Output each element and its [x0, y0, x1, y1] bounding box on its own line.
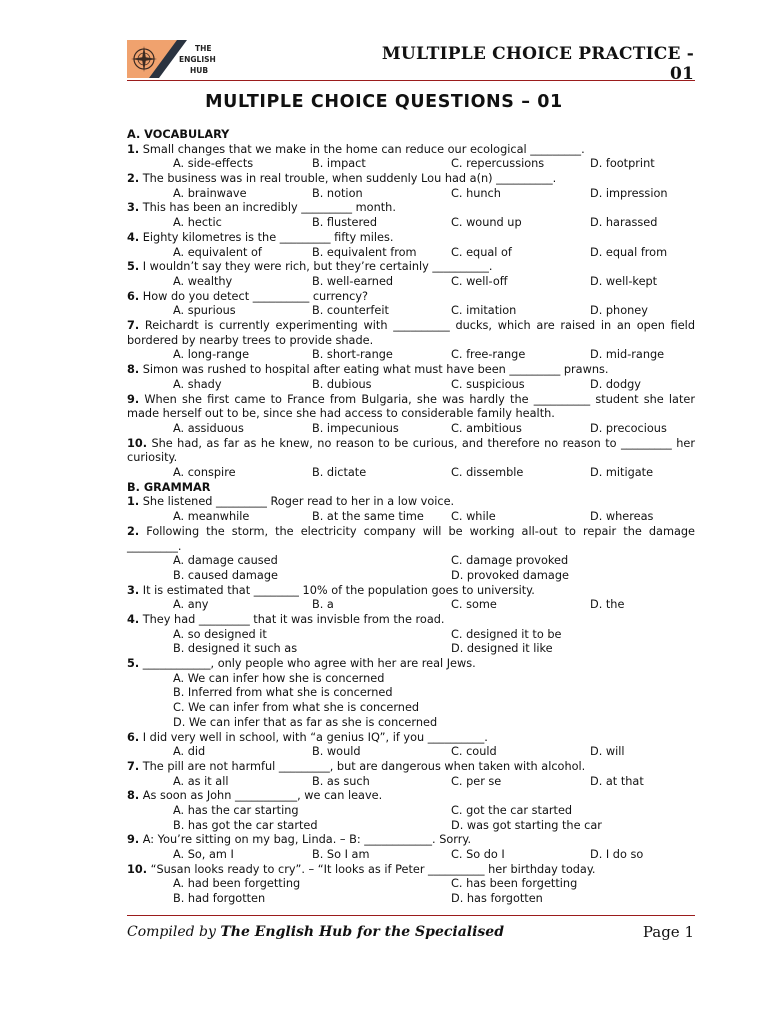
answer-option[interactable]: B. counterfeit: [312, 304, 389, 318]
answer-option[interactable]: D. I do so: [590, 848, 644, 862]
answer-option[interactable]: D. well-kept: [590, 274, 658, 288]
options-row: [127, 422, 695, 437]
answer-option[interactable]: C. wound up: [451, 216, 522, 230]
answer-option[interactable]: A. so designed it: [173, 627, 267, 641]
question-text: The pill are not harmful _________, but are dangerous when taken with alcohol.: [142, 759, 586, 773]
answer-option[interactable]: B. notion: [312, 186, 363, 200]
answer-option[interactable]: A. equivalent of: [173, 245, 262, 259]
answer-option[interactable]: C. repercussions: [451, 157, 545, 171]
options-row: [127, 775, 695, 790]
answer-option[interactable]: A. conspire: [173, 466, 236, 480]
question-stem: [127, 260, 695, 275]
answer-option[interactable]: B. a: [312, 598, 334, 612]
options-row: [127, 892, 695, 907]
answer-option[interactable]: D. designed it like: [451, 642, 553, 656]
answer-option[interactable]: B. Inferred from what she is concerned: [173, 686, 393, 700]
question-number: 8.: [127, 789, 140, 803]
options-row: [127, 877, 695, 892]
options-row: [127, 819, 695, 834]
question-stem: [127, 760, 695, 775]
question-number: 3.: [127, 201, 140, 215]
question-stem: [127, 657, 695, 672]
question-number: 6.: [127, 289, 140, 303]
question-text: When she first came to France from Bulgaria, she was hardly the __________ student she later made herself out to be, since she had access to considerable family health.: [127, 392, 695, 421]
answer-option[interactable]: C. free-range: [451, 348, 526, 362]
question-text: Eighty kilometres is the _________ fifty miles.: [142, 230, 394, 244]
options-row: [127, 275, 695, 290]
question-text: ____________, only people who agree with her are real Jews.: [142, 657, 476, 671]
answer-option[interactable]: B. had forgotten: [173, 892, 266, 906]
answer-option[interactable]: C. ambitious: [451, 421, 522, 435]
answer-option[interactable]: C. designed it to be: [451, 627, 562, 641]
question-text: I wouldn’t say they were rich, but they’re certainly __________.: [142, 260, 493, 274]
answer-option[interactable]: D. mitigate: [590, 466, 654, 480]
answer-option[interactable]: A. hectic: [173, 216, 222, 230]
question-stem: [127, 393, 695, 422]
answer-option[interactable]: D. provoked damage: [451, 568, 569, 582]
options-row: [127, 510, 695, 525]
options-row: [127, 304, 695, 319]
options-row: [127, 804, 695, 819]
question-list: [127, 128, 695, 907]
answer-option[interactable]: B. caused damage: [173, 568, 278, 582]
question-number: 7.: [127, 319, 140, 333]
footer-compiled-prefix: Compiled by: [127, 924, 216, 940]
answer-option[interactable]: A. brainwave: [173, 186, 247, 200]
answer-option[interactable]: A. meanwhile: [173, 510, 250, 524]
answer-option[interactable]: D. harassed: [590, 216, 658, 230]
options-row: [127, 246, 695, 261]
answer-option[interactable]: A. damage caused: [173, 554, 278, 568]
answer-option[interactable]: D. whereas: [590, 510, 654, 524]
question-number: 9.: [127, 833, 140, 847]
question-stem: [127, 172, 695, 187]
answer-option[interactable]: C. while: [451, 510, 496, 524]
answer-option[interactable]: A. had been forgetting: [173, 877, 301, 891]
english-hub-logo: [127, 40, 223, 78]
answer-option[interactable]: B. equivalent from: [312, 245, 417, 259]
question-number: 3.: [127, 583, 140, 597]
answer-option[interactable]: A. did: [173, 745, 206, 759]
options-row: [127, 716, 695, 731]
answer-option[interactable]: B. So I am: [312, 848, 370, 862]
answer-option[interactable]: A. long-range: [173, 348, 250, 362]
question-text: As soon as John ___________, we can leave.: [142, 789, 383, 803]
question-text: They had _________ that it was invisble from the road.: [142, 612, 445, 626]
question-stem: [127, 363, 695, 378]
header-title: MULTIPLE CHOICE PRACTICE - 01: [381, 44, 694, 84]
answer-option[interactable]: A. wealthy: [173, 274, 233, 288]
question-number: 10.: [127, 436, 148, 450]
answer-option[interactable]: C. some: [451, 598, 497, 612]
answer-option[interactable]: C. well-off: [451, 274, 508, 288]
question-number: 1.: [127, 495, 140, 509]
answer-option[interactable]: C. We can infer from what she is concerned: [173, 701, 420, 715]
answer-option[interactable]: C. equal of: [451, 245, 512, 259]
question-text: Small changes that we make in the home can reduce our ecological _________.: [142, 142, 585, 156]
answer-option[interactable]: C. got the car started: [451, 804, 573, 817]
options-row: [127, 598, 695, 613]
answer-option[interactable]: D. equal from: [590, 245, 668, 259]
answer-option[interactable]: B. well-earned: [312, 274, 394, 288]
section-heading: A. VOCABULARY: [127, 128, 230, 141]
options-row: [127, 466, 695, 481]
question-text: This has been an incredibly _________ month.: [142, 201, 396, 215]
answer-option[interactable]: B. impact: [312, 157, 366, 171]
section-heading: B. GRAMMAR: [127, 480, 211, 494]
question-number: 7.: [127, 759, 140, 773]
question-text: It is estimated that ________ 10% of the population goes to university.: [142, 583, 535, 597]
answer-option[interactable]: C. imitation: [451, 304, 517, 318]
page-title: MULTIPLE CHOICE QUESTIONS – 01: [205, 92, 563, 112]
page-number: Page 1: [642, 923, 694, 941]
question-stem: [127, 201, 695, 216]
footer-credit: [127, 924, 504, 940]
answer-option[interactable]: A. shady: [173, 377, 222, 391]
question-stem: [127, 833, 695, 848]
answer-option[interactable]: D. mid-range: [590, 348, 665, 362]
answer-option[interactable]: D. We can infer that as far as she is concerned: [173, 715, 438, 729]
question-stem: [127, 143, 695, 158]
question-text: A: You’re sitting on my bag, Linda. – B: ____________. Sorry.: [142, 833, 472, 847]
question-text: Following the storm, the electricity company will be working all-out to repair the damage _________.: [127, 524, 695, 553]
question-text: She had, as far as he knew, no reason to be curious, and therefore no reason to _________ her curiosity.: [127, 436, 695, 465]
question-text: The business was in real trouble, when suddenly Lou had a(n) __________.: [142, 172, 557, 186]
answer-option[interactable]: A. side-effects: [173, 157, 254, 171]
answer-option[interactable]: C. hunch: [451, 186, 501, 200]
question-number: 4.: [127, 612, 140, 626]
options-row: [127, 554, 695, 569]
answer-option[interactable]: A. assiduous: [173, 421, 244, 435]
answer-option[interactable]: B. at the same time: [312, 510, 424, 524]
logo-line-1: THE: [195, 44, 212, 53]
question-stem: [127, 437, 695, 466]
question-number: 10.: [127, 862, 148, 876]
answer-option[interactable]: B. short-range: [312, 348, 393, 362]
answer-option[interactable]: D. phoney: [590, 304, 648, 318]
options-row: [127, 848, 695, 863]
logo-line-3: HUB: [190, 66, 209, 75]
answer-option[interactable]: D. precocious: [590, 421, 667, 435]
answer-option[interactable]: D. will: [590, 745, 625, 759]
question-number: 2.: [127, 172, 140, 186]
footer-rule: [127, 915, 695, 916]
answer-option[interactable]: A. as it all: [173, 774, 229, 788]
answer-option[interactable]: D. dodgy: [590, 377, 641, 391]
question-text: Reichardt is currently experimenting with __________ ducks, which are raised in an open field bordered by nearby trees to provide shade.: [127, 319, 695, 347]
answer-option[interactable]: D. at that: [590, 774, 644, 788]
answer-option[interactable]: B. would: [312, 745, 361, 759]
question-text: I did very well in school, with “a genius IQ”, if you __________.: [142, 730, 488, 744]
question-text: How do you detect __________ currency?: [142, 289, 369, 303]
question-number: 9.: [127, 392, 140, 406]
answer-option[interactable]: C. suspicious: [451, 377, 525, 391]
question-stem: [127, 863, 695, 878]
options-row: [127, 378, 695, 393]
question-number: 5.: [127, 657, 140, 671]
answer-option[interactable]: B. has got the car started: [173, 818, 318, 832]
answer-option[interactable]: A. We can infer how she is concerned: [173, 671, 385, 685]
answer-option[interactable]: C. per se: [451, 774, 502, 788]
options-row: [127, 701, 695, 716]
answer-option[interactable]: A. spurious: [173, 304, 236, 318]
answer-option[interactable]: D. has forgotten: [451, 892, 543, 906]
answer-option[interactable]: C. dissemble: [451, 466, 524, 480]
question-number: 1.: [127, 142, 140, 156]
question-stem: [127, 613, 695, 628]
question-text: Simon was rushed to hospital after eating what must have been _________ prawns.: [142, 363, 609, 377]
question-text: “Susan looks ready to cry”. – “It looks as if Peter __________ her birthday today.: [150, 862, 596, 876]
question-stem: [127, 231, 695, 246]
question-text: She listened _________ Roger read to her in a low voice.: [142, 495, 455, 509]
question-stem: [127, 319, 695, 348]
answer-option[interactable]: B. dictate: [312, 466, 367, 480]
answer-option[interactable]: D. the: [590, 598, 625, 612]
question-number: 4.: [127, 230, 140, 244]
options-row: [127, 216, 695, 231]
question-stem: [127, 525, 695, 554]
question-number: 5.: [127, 260, 140, 274]
options-row: [127, 348, 695, 363]
answer-option[interactable]: B. designed it such as: [173, 642, 298, 656]
question-number: 8.: [127, 363, 140, 377]
answer-option[interactable]: A. any: [173, 598, 209, 612]
footer-compiled-by: The English Hub for the Specialised: [220, 924, 504, 940]
options-row: [127, 642, 695, 657]
answer-option[interactable]: D. impression: [590, 186, 668, 200]
answer-option[interactable]: C. So do I: [451, 848, 505, 862]
question-number: 2.: [127, 524, 140, 538]
header-rule: [127, 80, 695, 81]
options-row: [127, 686, 695, 701]
answer-option[interactable]: C. has been forgetting: [451, 877, 578, 891]
question-stem: [127, 731, 695, 746]
answer-option[interactable]: D. was got starting the car: [451, 818, 602, 832]
answer-option[interactable]: B. impecunious: [312, 421, 399, 435]
options-row: [127, 628, 695, 643]
logo-line-2: ENGLISH: [179, 55, 216, 64]
question-number: 6.: [127, 730, 140, 744]
options-row: [127, 672, 695, 687]
question-stem: [127, 789, 695, 804]
answer-option[interactable]: B. as such: [312, 774, 370, 788]
options-row: [127, 569, 695, 584]
question-stem: [127, 584, 695, 599]
answer-option[interactable]: B. flustered: [312, 216, 377, 230]
answer-option[interactable]: A. So, am I: [173, 848, 234, 862]
answer-option[interactable]: C. could: [451, 745, 497, 759]
answer-option[interactable]: B. dubious: [312, 377, 372, 391]
options-row: [127, 187, 695, 202]
answer-option[interactable]: A. has the car starting: [173, 804, 299, 817]
answer-option[interactable]: D. footprint: [590, 157, 655, 171]
answer-option[interactable]: C. damage provoked: [451, 554, 569, 568]
question-stem: [127, 290, 695, 305]
options-row: [127, 745, 695, 760]
options-row: [127, 157, 695, 172]
question-stem: [127, 495, 695, 510]
